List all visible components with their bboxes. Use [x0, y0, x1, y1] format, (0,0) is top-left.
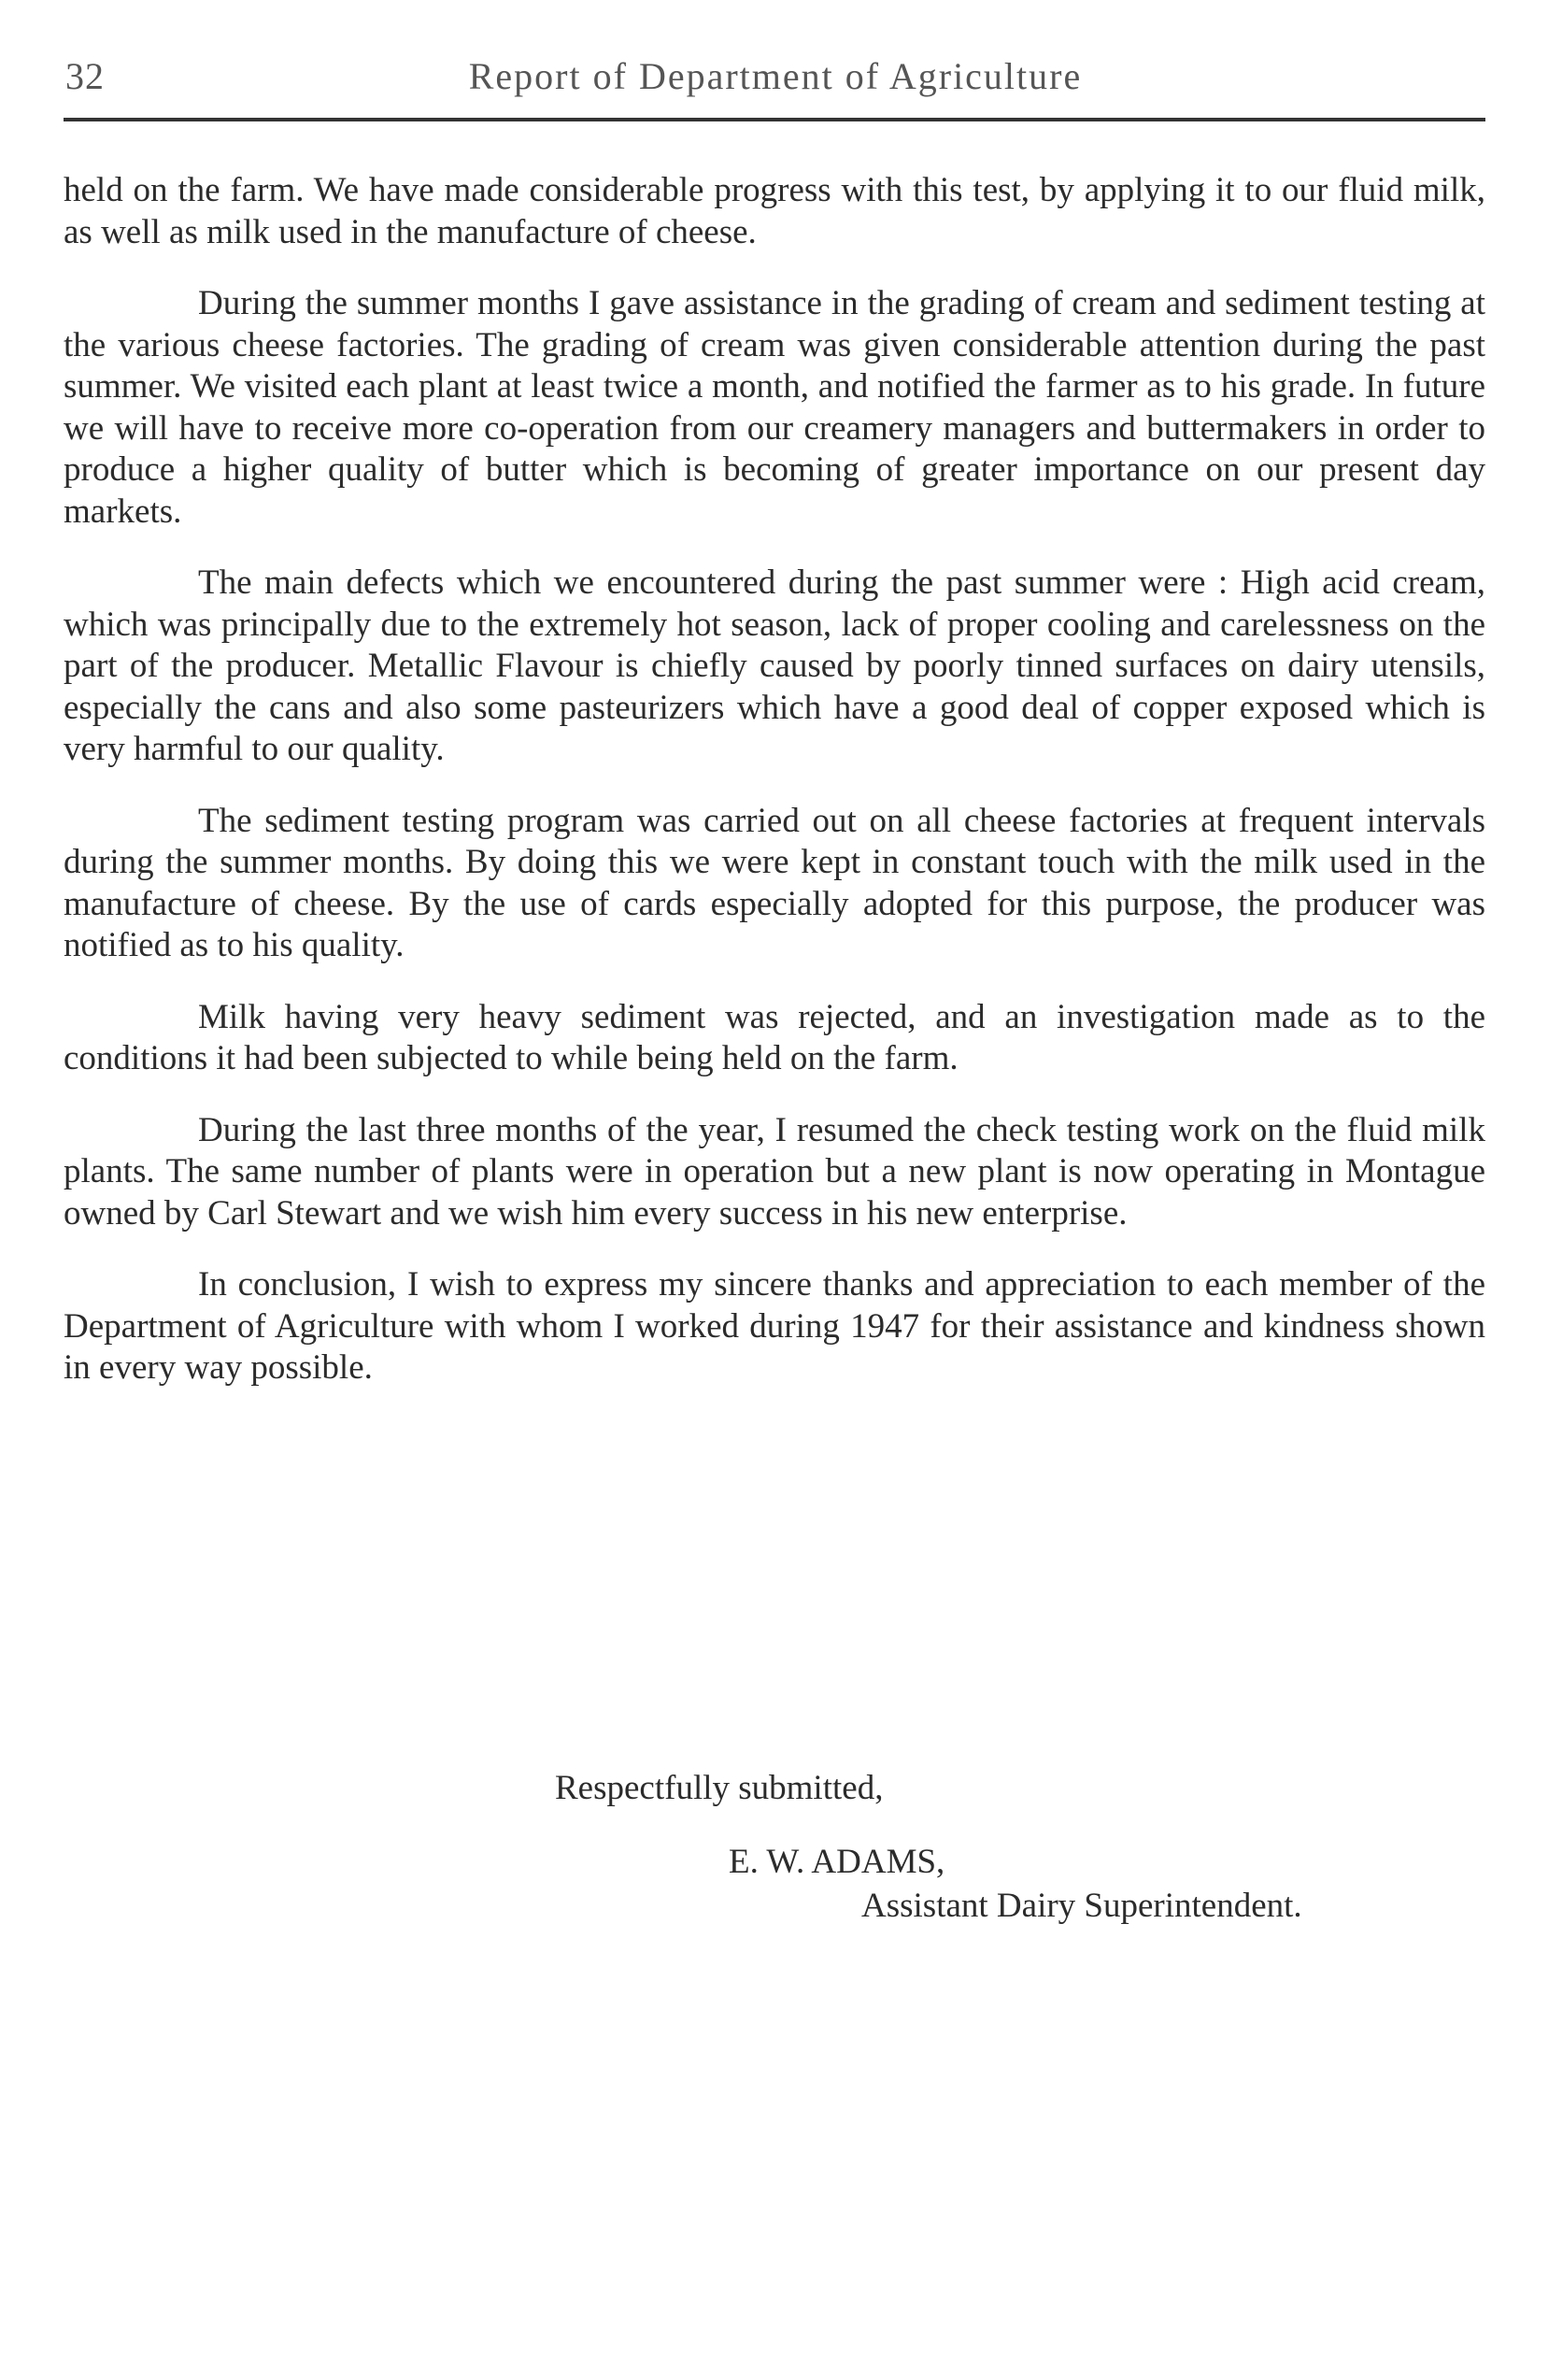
paragraph: Milk having very heavy sediment was rejected, and an investigation made as to the conditions it had been subjected to while being held on the farm. — [64, 997, 1485, 1077]
header-rule — [64, 118, 1485, 121]
paragraph: During the summer months I gave assistance in the grading of cream and sediment testing at the various cheese factories. The grading of cream was given considerable attention during the past summer. We visited each plant at least twice a month, and notified the farmer as to his grade. In future we will have to receive more co-operation from our creamery managers and buttermakers in order to produce a higher quality of butter which is becoming of greater importance on our present day markets. — [64, 284, 1485, 531]
paragraph: The sediment testing program was carried out on all cheese factories at frequent intervals during the summer months. By doing this we were kept in constant touch with the milk used in the manufacture of cheese. By the use of cards especially adopted for this purpose, the producer was notified as to his quality. — [64, 801, 1485, 964]
paragraph: The main defects which we encountered during the past summer were : High acid cream, which was principally due to the extremely hot season, lack of proper cooling and carelessness on the part of the producer. Metallic Flavour is chiefly caused by poorly tinned surfaces on dairy utensils, especially the cans and also some pasteurizers which have a good deal of copper exposed which is very harmful to our quality. — [64, 563, 1485, 768]
signatory-name: E. W. ADAMS, — [729, 1843, 945, 1881]
running-header — [65, 54, 1485, 110]
signatory-title: Assistant Dairy Superintendent. — [861, 1887, 1302, 1925]
paragraph-continued: held on the farm. We have made considerable progress with this test, by applying it to our fluid milk, as well as milk used in the manufacture of cheese. — [64, 171, 1485, 251]
closing-line: Respectfully submitted, — [555, 1769, 884, 1807]
page-number: 32 — [65, 55, 105, 97]
header-title: Report of Department of Agriculture — [468, 55, 1083, 97]
body-text — [64, 170, 1485, 1419]
paragraph: In conclusion, I wish to express my sincere thanks and appreciation to each member of the Department of Agriculture with whom I worked during 1947 for their assistance and kindness shown in every way possible. — [64, 1265, 1485, 1387]
paragraph: During the last three months of the year, I resumed the check testing work on the fluid milk plants. The same number of plants were in operation but a new plant is now operating in Montague owned by Carl Stewart and we wish him every success in his new enterprise. — [64, 1110, 1485, 1233]
